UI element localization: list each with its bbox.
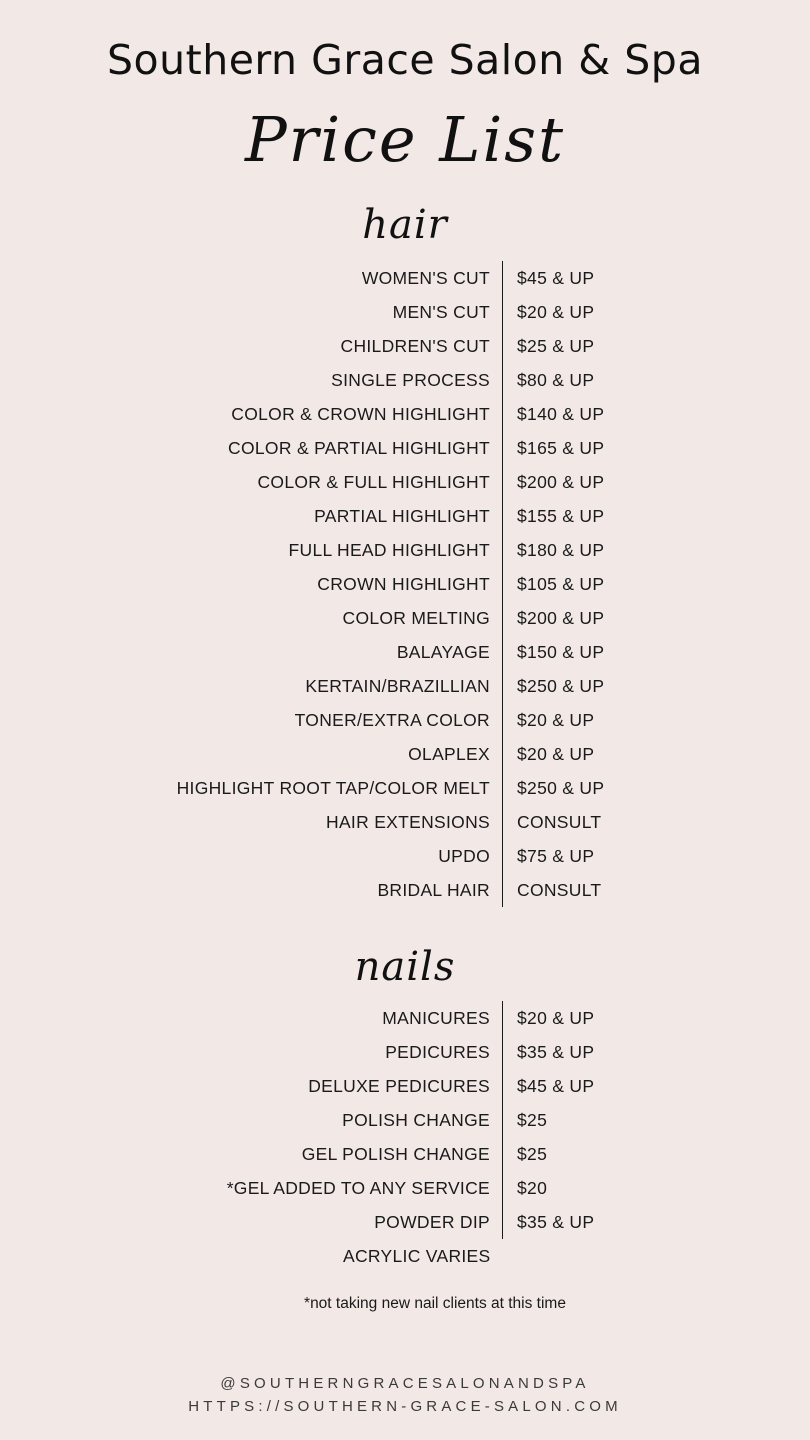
table-row <box>0 1103 810 1137</box>
service-name: HAIR EXTENSIONS <box>326 811 490 832</box>
service-price: $200 & UP <box>503 465 810 499</box>
table-row <box>0 431 810 465</box>
table-row <box>0 397 810 431</box>
hair-price-table <box>0 261 810 907</box>
service-name: MEN'S CUT <box>392 301 490 322</box>
table-row <box>0 669 810 703</box>
service-price: $25 & UP <box>503 329 810 363</box>
service-price: $140 & UP <box>503 397 810 431</box>
service-price: $20 & UP <box>503 295 810 329</box>
table-row <box>0 567 810 601</box>
service-name: FULL HEAD HIGHLIGHT <box>288 539 490 560</box>
service-price: $105 & UP <box>503 567 810 601</box>
nails-section-heading: nails <box>354 944 456 991</box>
service-price: $150 & UP <box>503 635 810 669</box>
table-row <box>0 465 810 499</box>
table-row <box>0 1205 810 1239</box>
table-row <box>0 261 810 295</box>
service-name: COLOR & PARTIAL HIGHLIGHT <box>228 437 490 458</box>
service-name: MANICURES <box>382 1007 490 1028</box>
service-name: TONER/EXTRA COLOR <box>294 709 490 730</box>
nails-price-table <box>0 1001 810 1273</box>
table-row <box>0 1171 810 1205</box>
service-name: COLOR & FULL HIGHLIGHT <box>257 471 490 492</box>
service-name: KERTAIN/BRAZILLIAN <box>305 675 490 696</box>
service-name: CROWN HIGHLIGHT <box>317 573 490 594</box>
service-price: $80 & UP <box>503 363 810 397</box>
service-price: $35 & UP <box>503 1205 810 1239</box>
salon-name-heading: Southern Grace Salon & Spa <box>107 36 703 84</box>
service-name: SINGLE PROCESS <box>331 369 490 390</box>
service-name: *GEL ADDED TO ANY SERVICE <box>226 1177 490 1198</box>
service-price: $165 & UP <box>503 431 810 465</box>
table-row <box>0 1239 810 1273</box>
service-price: $45 & UP <box>503 1069 810 1103</box>
service-price: $250 & UP <box>503 669 810 703</box>
service-name: UPDO <box>438 845 490 866</box>
table-row <box>0 1137 810 1171</box>
service-price: $25 <box>503 1137 810 1171</box>
service-price: $155 & UP <box>503 499 810 533</box>
table-row <box>0 737 810 771</box>
service-name: BRIDAL HAIR <box>377 879 490 900</box>
service-price: CONSULT <box>503 805 810 839</box>
service-name: PARTIAL HIGHLIGHT <box>314 505 490 526</box>
service-name: WOMEN'S CUT <box>361 267 490 288</box>
table-row <box>0 295 810 329</box>
service-price: $35 & UP <box>503 1035 810 1069</box>
table-row <box>0 1069 810 1103</box>
price-list-script-heading: Price List <box>244 103 566 177</box>
table-row <box>0 1035 810 1069</box>
instagram-handle: @SOUTHERNGRACESALONANDSPA <box>220 1375 590 1392</box>
nails-footnote: *not taking new nail clients at this time <box>304 1295 566 1313</box>
service-name: DELUXE PEDICURES <box>308 1075 490 1096</box>
table-row <box>0 499 810 533</box>
service-price: $45 & UP <box>503 261 810 295</box>
service-name: PEDICURES <box>385 1041 490 1062</box>
table-row <box>0 635 810 669</box>
service-name: POLISH CHANGE <box>342 1109 490 1130</box>
service-name: COLOR MELTING <box>342 607 490 628</box>
table-row <box>0 533 810 567</box>
table-row <box>0 601 810 635</box>
service-price: $20 <box>503 1171 810 1205</box>
website-url: HTTPS://SOUTHERN-GRACE-SALON.COM <box>188 1397 622 1415</box>
service-price: $250 & UP <box>503 771 810 805</box>
table-row <box>0 839 810 873</box>
service-name: ACRYLIC VARIES <box>343 1245 491 1266</box>
service-name: POWDER DIP <box>374 1211 490 1232</box>
service-price: CONSULT <box>503 873 810 907</box>
service-price: $75 & UP <box>503 839 810 873</box>
service-price: $20 & UP <box>503 703 810 737</box>
service-name: HIGHLIGHT ROOT TAP/COLOR MELT <box>176 777 490 798</box>
service-name: COLOR & CROWN HIGHLIGHT <box>231 403 490 424</box>
service-name: OLAPLEX <box>408 743 490 764</box>
service-name: GEL POLISH CHANGE <box>301 1143 490 1164</box>
table-row <box>0 873 810 907</box>
table-row <box>0 771 810 805</box>
service-price: $200 & UP <box>503 601 810 635</box>
service-price <box>503 1239 810 1273</box>
service-price: $20 & UP <box>503 1001 810 1035</box>
service-name: CHILDREN'S CUT <box>340 335 490 356</box>
table-row <box>0 329 810 363</box>
service-name: BALAYAGE <box>396 641 490 662</box>
table-row <box>0 363 810 397</box>
footer <box>0 1373 810 1418</box>
hair-section-heading: hair <box>362 202 448 249</box>
table-row <box>0 805 810 839</box>
table-row <box>0 703 810 737</box>
service-price: $20 & UP <box>503 737 810 771</box>
service-price: $25 <box>503 1103 810 1137</box>
table-row <box>0 1001 810 1035</box>
service-price: $180 & UP <box>503 533 810 567</box>
